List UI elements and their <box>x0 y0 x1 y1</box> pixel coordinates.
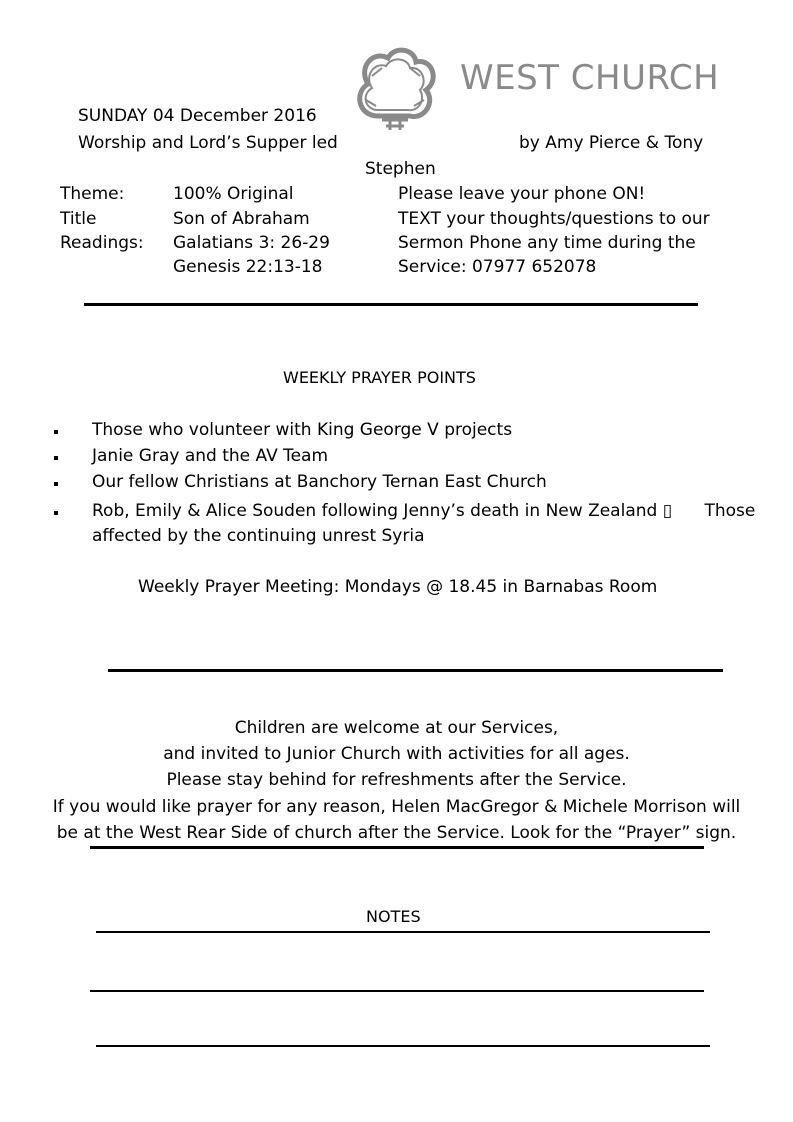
worship-leaders-cont: Stephen <box>365 159 436 179</box>
notes-heading: NOTES <box>366 907 421 926</box>
title-value: Son of Abraham <box>173 209 310 229</box>
prayer-point: Those who volunteer with King George V projects <box>92 420 513 440</box>
phone-notice-line: TEXT your thoughts/questions to our <box>398 209 710 229</box>
notes-line <box>90 990 704 992</box>
reading-1: Galatians 3: 26-29 <box>173 233 330 253</box>
prayer-point: Our fellow Christians at Banchory Ternan East Church <box>92 472 547 492</box>
notes-line <box>96 931 710 933</box>
phone-notice-line: Service: 07977 652078 <box>398 257 597 277</box>
worship-leaders: by Amy Pierce & Tony <box>519 133 704 153</box>
welcome-line: Children are welcome at our Services, <box>234 718 559 738</box>
worship-led-label: Worship and Lord’s Supper led <box>78 133 338 153</box>
section-divider <box>108 669 723 672</box>
title-label: Title <box>60 209 97 229</box>
welcome-line: be at the West Rear Side of church after the Service. Look for the “Prayer” sign. <box>56 823 737 843</box>
reading-2: Genesis 22:13-18 <box>173 257 323 277</box>
service-date: SUNDAY 04 December 2016 <box>78 106 317 126</box>
welcome-line: and invited to Junior Church with activities for all ages. <box>163 744 630 764</box>
church-logo-icon <box>352 46 438 134</box>
church-name: WEST CHURCH <box>460 58 720 98</box>
prayer-point: Rob, Emily & Alice Souden following Jenny’s death in New Zealand ▯ Those <box>92 501 756 521</box>
bullet-icon <box>54 511 58 515</box>
theme-value: 100% Original <box>173 184 294 204</box>
prayer-meeting: Weekly Prayer Meeting: Mondays @ 18.45 in Barnabas Room <box>138 577 658 597</box>
section-divider <box>90 846 704 849</box>
phone-notice-line: Please leave your phone ON! <box>398 184 646 204</box>
bullet-icon <box>54 456 58 460</box>
section-divider <box>84 303 698 306</box>
readings-label: Readings: <box>60 233 144 253</box>
welcome-line: If you would like prayer for any reason, Helen MacGregor & Michele Morrison will <box>52 797 741 817</box>
bullet-icon <box>54 430 58 434</box>
phone-notice-line: Sermon Phone any time during the <box>398 233 696 253</box>
bullet-icon <box>54 482 58 486</box>
welcome-line: Please stay behind for refreshments after the Service. <box>166 770 627 790</box>
theme-label: Theme: <box>60 184 125 204</box>
notes-line <box>96 1045 710 1047</box>
prayer-point: Janie Gray and the AV Team <box>92 446 329 466</box>
prayer-heading: WEEKLY PRAYER POINTS <box>283 368 476 387</box>
prayer-point-cont: affected by the continuing unrest Syria <box>92 526 425 546</box>
